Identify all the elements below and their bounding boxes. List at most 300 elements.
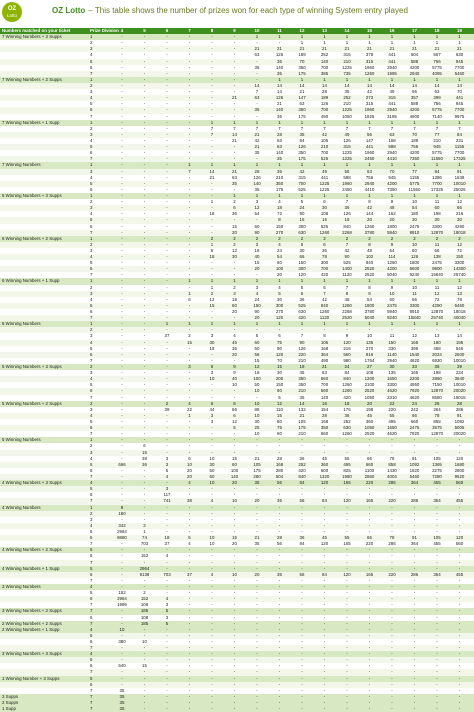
prize-count-cell: - [323,327,326,333]
prize-count-cell: - [188,131,191,137]
prize-count-cell: - [458,510,461,516]
prize-count-cell: 1092 [454,419,465,424]
prize-count-cell: 315 [298,174,306,180]
prize-count-cell: - [211,382,213,388]
prize-count-cell: 455 [433,541,441,547]
prize-count-cell: - [121,425,123,431]
prize-count-cell: 35 [277,571,282,577]
prize-count-cell: - [211,394,213,400]
prize-division-cell: 6 [90,535,93,541]
prize-count-cell: 36 [142,461,147,467]
prize-count-cell: 660 [410,419,419,424]
prize-count-cell: - [301,669,303,675]
prize-count-cell: 105 [253,461,261,467]
prize-count-cell: - [143,223,146,229]
prize-count-cell: - [436,437,438,443]
prize-count-cell: - [256,675,258,681]
prize-count-cell: 490 [320,357,329,363]
prize-count-cell: - [233,486,236,492]
prize-count-cell: - [121,370,123,376]
prize-count-cell: 1100 [364,467,375,473]
prize-count-cell: - [188,492,191,498]
prize-count-cell: 60 [232,302,237,308]
prize-count-cell: 540 [118,663,126,669]
prize-count-cell: - [301,559,303,565]
prize-count-cell: 840 [365,260,374,266]
prize-count-cell: 1386 [432,174,442,180]
prize-count-cell: 4 [210,571,214,577]
prize-count-cell: 504 [410,52,419,58]
prize-count-cell: - [301,504,303,510]
prize-division-cell: 7 [90,693,93,699]
prize-count-cell: - [121,217,123,223]
prize-count-cell: - [121,192,123,198]
prize-count-cell: - [188,370,191,376]
prize-count-cell: - [211,425,213,431]
prize-count-cell: 10 [232,571,237,577]
prize-count-cell: - [143,113,146,119]
prize-count-cell: 10 [254,412,260,418]
prize-count-cell: 3300 [454,260,465,266]
prize-count-cell: 15 [254,260,260,266]
prize-division-cell: 7 [90,229,93,235]
prize-count-cell: - [233,614,236,620]
prize-count-cell: 1 [368,119,371,125]
prize-count-cell: - [458,693,461,699]
prize-count-cell: 455 [433,480,441,486]
prize-count-cell: - [233,388,236,394]
prize-count-cell: - [211,522,213,528]
prize-count-cell: - [368,645,371,651]
prize-count-cell: - [166,412,168,418]
prize-division-cell: 3 [90,46,93,52]
prize-count-cell: 2 [165,400,169,406]
prize-count-cell: 420 [298,467,306,473]
prize-count-cell: 20 [232,229,237,235]
prize-count-cell: 4 [233,333,236,339]
prize-count-cell: 1 [143,528,146,534]
prize-count-cell: 2 [233,199,236,205]
prize-count-cell: - [301,565,303,571]
prize-count-cell: 78 [389,535,395,541]
prize-division-cell: 7 [90,498,93,504]
prize-count-cell: 220 [388,571,396,577]
prize-count-cell: - [256,596,258,602]
prize-count-cell: 1 [255,321,259,327]
prize-count-cell: - [323,596,326,602]
prize-count-cell: 350 [298,107,306,113]
prize-division-cell: 6 [90,614,93,620]
prize-count-cell: - [166,272,168,278]
prize-count-cell: 60 [434,205,440,211]
prize-count-cell: 252 [298,461,306,467]
prize-count-cell: 4410 [364,186,375,192]
prize-count-cell: - [436,626,438,632]
prize-count-cell: - [166,211,168,217]
prize-count-cell: - [458,547,461,553]
row-group-label: 5 Winning Numbers [2,437,41,443]
prize-count-cell: 6 [323,199,326,205]
prize-count-cell: - [121,272,123,278]
prize-count-cell: 441 [455,95,464,101]
prize-count-cell: - [346,486,348,492]
prize-count-cell: - [278,516,281,522]
prize-count-cell: 5 [165,620,169,626]
prize-count-cell: 14 [457,333,462,339]
prize-count-cell: 9 [390,241,394,247]
prize-count-cell: 2940 [387,107,397,113]
prize-count-cell: - [368,596,371,602]
prize-count-cell: - [391,626,393,632]
prize-count-cell: 7 [435,125,439,131]
prize-count-cell: 364 [410,541,419,547]
prize-count-cell: 9240 [409,272,420,278]
prize-count-cell: 24 [299,205,305,211]
prize-count-cell: 13 [434,333,440,339]
prize-count-cell: - [413,602,416,608]
prize-count-cell: 35 [254,480,260,486]
prize-count-cell: 15 [232,223,237,229]
prize-count-cell: - [121,669,123,675]
prize-count-cell: 168 [320,419,329,424]
prize-count-cell: - [346,327,348,333]
prize-count-cell: - [256,657,258,663]
prize-count-cell: 105 [320,339,329,345]
prize-division-cell: 5 [90,486,93,492]
prize-count-cell: - [211,95,213,101]
prize-count-cell: - [256,620,258,626]
prize-count-cell: - [233,638,236,644]
prize-count-cell: - [278,596,281,602]
prize-count-cell: 15 [209,302,215,308]
prize-count-cell: 28 [322,89,327,95]
row-group-label: 2 Supps [2,700,19,706]
prize-count-cell: - [188,443,191,449]
prize-count-cell: - [143,168,146,174]
prize-count-cell: 10 [209,541,215,547]
prize-count-cell: - [166,425,168,431]
prize-count-cell: - [278,547,281,553]
prize-count-cell: - [143,302,146,308]
prize-count-cell: 4 [165,596,169,602]
prize-count-cell: 30 [412,217,417,223]
prize-count-cell: - [301,657,303,663]
prize-count-cell: - [233,186,236,192]
prize-count-cell: - [121,321,123,327]
prize-count-cell: 2 [458,235,461,241]
prize-count-cell: 30 [209,339,215,345]
prize-count-cell: - [301,327,303,333]
row-group-label: 2 Winning Numbers + 2 Supps [2,620,62,626]
prize-count-cell: - [391,602,393,608]
prize-count-cell: - [121,64,123,70]
prize-count-cell: - [256,58,258,64]
prize-count-cell: 3 [165,455,169,461]
prize-count-cell: 20 [254,315,260,321]
prize-count-cell: - [278,626,281,632]
prize-count-cell: 1 [323,40,326,46]
prize-count-cell: - [391,669,393,675]
prize-count-cell: 84 [322,571,327,577]
prize-count-cell: 455 [455,571,464,577]
prize-count-cell: - [256,693,258,699]
prize-count-cell: 630 [298,229,306,235]
prize-count-cell: - [233,449,236,455]
prize-count-cell: 63 [322,370,327,376]
prize-count-cell: - [346,443,348,449]
prize-count-cell: 1 [390,278,394,284]
prize-count-cell: - [188,315,191,321]
prize-count-cell: 48 [344,296,350,302]
prize-count-cell: - [166,638,168,644]
prize-division-cell: 7 [90,431,93,437]
prize-count-cell: 220 [388,406,396,412]
prize-count-cell: 980 [343,357,351,363]
prize-count-cell: 1 [233,119,236,125]
prize-count-cell: 75 [277,339,282,345]
prize-division-cell: 7 [90,394,93,400]
prize-count-cell: - [391,632,393,638]
prize-count-cell: - [413,620,416,626]
header-system-11: 11 [277,28,282,33]
prize-count-cell: 55 [389,412,395,418]
prize-count-cell: - [323,620,326,626]
prize-count-cell: - [323,626,326,632]
prize-count-cell: - [458,492,461,498]
prize-count-cell: 8 [233,400,236,406]
prize-count-cell: 11 [412,290,417,296]
prize-count-cell: - [121,302,123,308]
prize-count-cell: - [166,101,168,107]
row-group-label: 2 Winning Numbers + 1 Supp [2,626,60,632]
prize-count-cell: 30 [322,205,327,211]
prize-count-cell: 150 [253,302,261,308]
prize-count-cell: - [413,565,416,571]
prize-count-cell: 126 [410,254,419,260]
prize-count-cell: 1 [435,40,439,46]
prize-count-cell: 15 [277,412,282,418]
prize-count-cell: - [391,663,393,669]
prize-count-cell: - [256,651,258,657]
prize-count-cell: - [166,590,168,596]
prize-count-cell: - [143,119,146,125]
prize-count-cell: 25025 [453,186,466,192]
prize-division-cell: 3 [90,516,93,522]
prize-count-cell: 567 [433,52,441,58]
prize-count-cell: - [121,455,123,461]
prize-count-cell: 10 [209,480,215,486]
prize-count-cell: 126 [343,137,351,143]
prize-count-cell: - [188,669,191,675]
prize-count-cell: - [436,620,438,626]
prize-count-cell: - [323,449,326,455]
prize-count-cell: - [211,608,213,614]
row-group-label: 7 Winning Numbers + 2 Supps [2,76,62,82]
prize-count-cell: - [368,516,371,522]
prize-count-cell: 756 [410,144,419,150]
prize-count-cell: 2 [345,235,349,241]
prize-count-cell: 12 [457,241,462,247]
prize-count-cell: - [211,547,213,553]
row-group-label: 7 Winning Numbers + 1 Supp [2,119,60,125]
prize-count-cell: 16 [299,217,305,223]
prize-division-cell: 6 [90,571,93,577]
prize-count-cell: 66 [412,296,417,302]
prize-count-cell: - [143,235,146,241]
prize-count-cell: 35 [254,150,260,156]
prize-count-cell: 63 [254,52,260,58]
prize-count-cell: - [121,235,123,241]
prize-division-cell: 6 [90,467,93,473]
prize-count-cell: - [166,687,168,693]
prize-count-cell: 7 [345,125,349,131]
prize-count-cell: 105 [433,535,441,541]
prize-count-cell: - [211,180,213,186]
prize-division-cell: 5 [90,58,93,64]
prize-count-cell: - [256,632,258,638]
prize-count-cell: 21 [254,46,260,52]
prize-count-cell: 5005 [454,425,465,431]
prize-count-cell: 60 [277,419,282,424]
prize-count-cell: - [301,522,303,528]
prize-count-cell: 28 [322,412,327,418]
prize-count-cell: - [121,296,123,302]
prize-count-cell: - [121,657,123,663]
prize-count-cell: 280 [253,473,261,479]
prize-division-cell: 2 [90,510,93,516]
prize-count-cell: - [368,602,371,608]
prize-count-cell: - [391,614,393,620]
prize-count-cell: - [233,107,236,113]
prize-count-cell: - [233,645,236,651]
prize-count-cell: - [233,620,236,626]
prize-count-cell: 5 [278,290,281,296]
prize-count-cell: - [121,467,123,473]
prize-count-cell: - [346,547,348,553]
prize-count-cell: - [143,40,146,46]
prize-count-cell: - [188,211,191,217]
prize-count-cell: - [301,516,303,522]
prize-count-cell: - [278,687,281,693]
prize-count-cell: - [188,101,191,107]
prize-count-cell: - [233,64,236,70]
prize-division-cell: 7 [90,70,93,76]
header-system-13: 13 [322,28,327,33]
prize-count-cell: 6 [233,205,236,211]
prize-count-cell: - [301,620,303,626]
prize-count-cell: - [368,687,371,693]
prize-count-cell: - [458,528,461,534]
prize-count-cell: - [413,486,416,492]
prize-count-cell: 1 [458,119,461,125]
prize-count-cell: 30 [389,364,395,370]
prize-count-cell: 350 [320,425,329,431]
prize-count-cell: - [166,302,168,308]
prize-count-cell: - [458,626,461,632]
prize-count-cell: - [143,278,146,284]
prize-count-cell: 55 [344,455,350,461]
prize-count-cell: 1 [278,119,281,125]
prize-count-cell: 20 [187,473,192,479]
prize-count-cell: - [166,89,168,95]
prize-count-cell: 15 [277,364,282,370]
prize-count-cell: 2964 [139,565,150,571]
prize-count-cell: 700 [320,266,329,272]
prize-count-cell: 180 [118,510,126,516]
prize-count-cell: 14 [344,82,350,88]
prize-count-cell: 2520 [364,266,375,272]
prize-count-cell: - [211,565,213,571]
prize-count-cell: - [143,199,146,205]
prize-count-cell: - [211,64,213,70]
header-system-19: 19 [457,28,462,33]
prize-count-cell: - [166,663,168,669]
prize-count-cell: - [436,327,438,333]
prize-count-cell: 5940 [387,229,397,235]
prize-count-cell: 24 [277,247,282,253]
prize-count-cell: 10 [119,626,125,632]
prize-count-cell: - [346,632,348,638]
prize-division-cell: 4 [90,95,93,101]
prize-count-cell: - [458,669,461,675]
header-system-8: 8 [210,28,214,33]
prize-count-cell: 270 [275,309,284,315]
prize-count-cell: - [233,52,236,58]
prize-count-cell: 70 [277,357,282,363]
prize-count-cell: - [436,681,438,687]
prize-count-cell: - [391,522,393,528]
prize-count-cell: - [166,76,168,82]
prize-count-cell: 4 [165,553,169,559]
prize-count-cell: - [143,290,146,296]
prize-count-cell: 140 [320,394,329,400]
prize-count-cell: 4 [278,241,281,247]
prize-count-cell: 120 [320,480,329,486]
prize-count-cell: - [323,559,326,565]
prize-count-cell: - [143,473,146,479]
prize-count-cell: - [413,693,416,699]
prize-count-cell: - [458,608,461,614]
prize-count-cell: 1 [345,40,349,46]
prize-count-cell: - [233,602,236,608]
prize-count-cell: - [166,626,168,632]
prize-count-cell: - [458,449,461,455]
prize-count-cell: 198 [433,211,441,217]
prize-count-cell: 364 [410,480,419,486]
prize-count-cell: 216 [455,211,464,217]
prize-division-cell: 2 [90,82,93,88]
prize-count-cell: - [368,675,371,681]
prize-count-cell: 1 [435,119,439,125]
prize-count-cell: - [368,547,371,553]
prize-count-cell: 1960 [364,150,375,156]
prize-count-cell: - [233,504,236,510]
prize-count-cell: 165 [410,370,419,376]
prize-count-cell: - [413,437,416,443]
prize-count-cell: - [301,486,303,492]
prize-count-cell: 4 [165,473,169,479]
prize-count-cell: - [346,504,348,510]
prize-count-cell: - [323,700,326,706]
prize-count-cell: - [413,687,416,693]
prize-count-cell: - [121,113,123,119]
prize-count-cell: 1200 [364,376,375,382]
prize-count-cell: - [323,632,326,638]
prize-count-cell: 1 [458,162,461,168]
prize-count-cell: - [143,382,146,388]
prize-count-cell: - [346,602,348,608]
prize-count-cell: 200 [275,376,284,382]
